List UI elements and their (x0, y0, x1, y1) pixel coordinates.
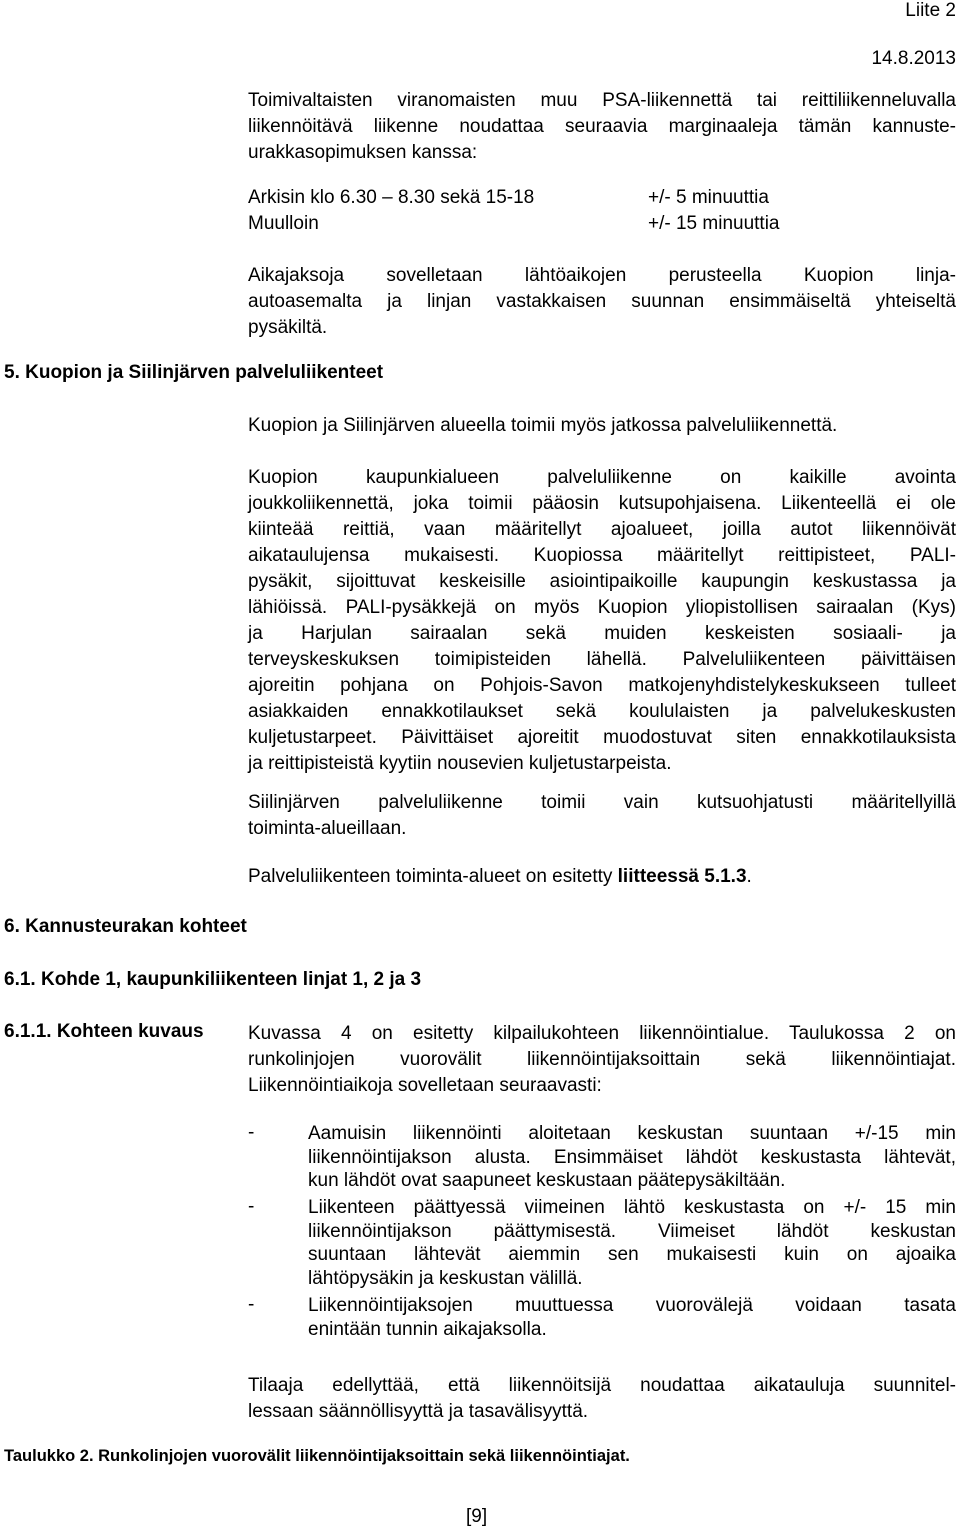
bullet-marker: - (248, 1122, 255, 1143)
table-caption: Taulukko 2. Runkolinjojen vuorovälit liikennöintijaksoittain sekä liikennöintiajat. (4, 1447, 630, 1465)
section-5-paragraph-3 (248, 790, 956, 842)
intro-line: Toimivaltaisten viranomaisten muu PSA-liikennettä tai reittiliikenneluvalla (248, 90, 956, 111)
bullet-line: Liikenteen päättyessä viimeinen lähtö keskustasta on +/- 15 min (308, 1197, 956, 1218)
p4-text: Palveluliikenteen toiminta-alueet on esitetty (248, 866, 618, 887)
document-date: 14.8.2013 (871, 48, 956, 69)
section-6-1-heading: 6.1. Kohde 1, kaupunkiliikenteen linjat 1, 2 ja 3 (4, 969, 422, 990)
p2-line: lähiöissä. PALI-pysäkkejä on myös Kuopion yliopistollisen sairaalan (Kys) (248, 597, 956, 618)
bullet-line: suuntaan lähtevät aiemmin sen mukaisesti kuin on ajoaika (308, 1244, 956, 1266)
periods-note-line: Aikajaksoja sovelletaan lähtöaikojen perusteella Kuopion linja- (248, 265, 956, 286)
closing-paragraph (248, 1373, 956, 1425)
p2-line: ja Harjulan sairaalan sekä muiden keskeisten sosiaali- ja (248, 623, 956, 644)
p3-line: toiminta-alueillaan. (248, 818, 407, 839)
bullet-item (308, 1122, 956, 1193)
desc-line: Kuvassa 4 on esitetty kilpailukohteen liikennöintialue. Taulukossa 2 on (248, 1023, 956, 1044)
intro-paragraph (248, 88, 956, 166)
p2-line: kuljetustarpeet. Päivittäiset ajoreitit muodostuvat siten ennakkotilauksista (248, 727, 956, 748)
bullet-line: liikennöintijakson alusta. Ensimmäiset lähdöt keskustasta lähtevät, (308, 1146, 956, 1168)
bullet-line: liikennöintijakson päättymisestä. Viimeiset lähdöt keskustan (308, 1220, 956, 1242)
margin-period: Muulloin (248, 213, 319, 234)
periods-note-line: autoasemalta ja linjan vastakkaisen suunnan ensimmäiseltä yhteiseltä (248, 291, 956, 312)
margin-period: Arkisin klo 6.30 – 8.30 sekä 15-18 (248, 187, 535, 208)
desc-line: runkolinjojen vuorovälit liikennöintijaksoittain sekä liikennöintiajat. (248, 1049, 956, 1070)
p4-end: . (746, 866, 752, 887)
section-6-heading: 6. Kannusteurakan kohteet (4, 916, 247, 937)
p2-line: aikataulujensa mukaisesti. Kuopiossa määritellyt reittipisteet, PALI- (248, 545, 956, 566)
margin-value: +/- 15 minuuttia (648, 213, 780, 234)
bullet-item (308, 1294, 956, 1341)
periods-note-paragraph (248, 263, 956, 341)
margin-value: +/- 5 minuuttia (648, 187, 769, 208)
bullet-line: enintään tunnin aikajaksolla. (308, 1318, 547, 1340)
section-6-1-1-heading: 6.1.1. Kohteen kuvaus (4, 1021, 204, 1042)
intro-line: liikennöitävä liikenne noudattaa seuraavia marginaaleja tämän kannuste- (248, 116, 956, 137)
p2-line: joukkoliikennettä, joka toimii pääosin kutsupohjaisena. Liikenteellä ei ole (248, 493, 956, 514)
p2-line: ja reittipisteistä kyytiin nousevien kuljetustarpeista. (248, 753, 672, 774)
bullet-line: Liikennöintijaksojen muuttuessa vuorovälejä voidaan tasata (308, 1295, 956, 1316)
section-5-paragraph-2 (248, 465, 956, 777)
bullet-marker: - (248, 1294, 255, 1315)
page-number: [9] (466, 1506, 488, 1527)
closing-line: Tilaaja edellyttää, että liikennöitsijä noudattaa aikatauluja suunnitel- (248, 1375, 956, 1396)
p2-line: asiakkaiden ennakkotilaukset sekä koululaisten ja palvelukeskusten (248, 701, 956, 722)
closing-line: lessaan säännöllisyyttä ja tasavälisyyttä. (248, 1401, 589, 1422)
bullet-item (308, 1196, 956, 1291)
bullet-line: Aamuisin liikennöinti aloitetaan keskustan suuntaan +/-15 min (308, 1123, 956, 1144)
bullet-line: lähtöpysäkin ja keskustan välillä. (308, 1268, 583, 1290)
section-5-heading: 5. Kuopion ja Siilinjärven palveluliikenteet (4, 362, 384, 383)
section-5-paragraph-1: Kuopion ja Siilinjärven alueella toimii myös jatkossa palveluliikennettä. (248, 415, 838, 436)
p2-line: kiinteää reittiä, vaan määritellyt ajoalueet, joilla autot liikennöivät (248, 519, 956, 540)
p2-line: Kuopion kaupunkialueen palveluliikenne on kaikille avointa (248, 467, 956, 488)
attachment-label: Liite 2 (905, 0, 956, 21)
section-5-paragraph-4 (248, 866, 752, 888)
target-description-paragraph (248, 1021, 956, 1099)
intro-line: urakkasopimuksen kanssa: (248, 142, 478, 163)
p2-line: ajoreitin pohjana on Pohjois-Savon matkojenyhdistelykeskukseen tulleet (248, 675, 956, 696)
periods-note-line: pysäkiltä. (248, 317, 328, 338)
p2-line: pysäkit, sijoittuvat keskeisille asiointipaikoille kaupungin keskustassa ja (248, 571, 956, 592)
bullet-line: kun lähdöt ovat saapuneet keskustaan päätepysäkiltään. (308, 1170, 786, 1192)
bullet-marker: - (248, 1196, 255, 1217)
attachment-reference: liitteessä 5.1.3 (617, 866, 747, 887)
p3-line: Siilinjärven palveluliikenne toimii vain kutsuohjatusti määritellyillä (248, 792, 956, 813)
desc-line: Liikennöintiaikoja sovelletaan seuraavasti: (248, 1075, 602, 1096)
p2-line: terveyskeskuksen toimipisteiden lähellä. Palveluliikenteen päivittäisen (248, 649, 956, 670)
